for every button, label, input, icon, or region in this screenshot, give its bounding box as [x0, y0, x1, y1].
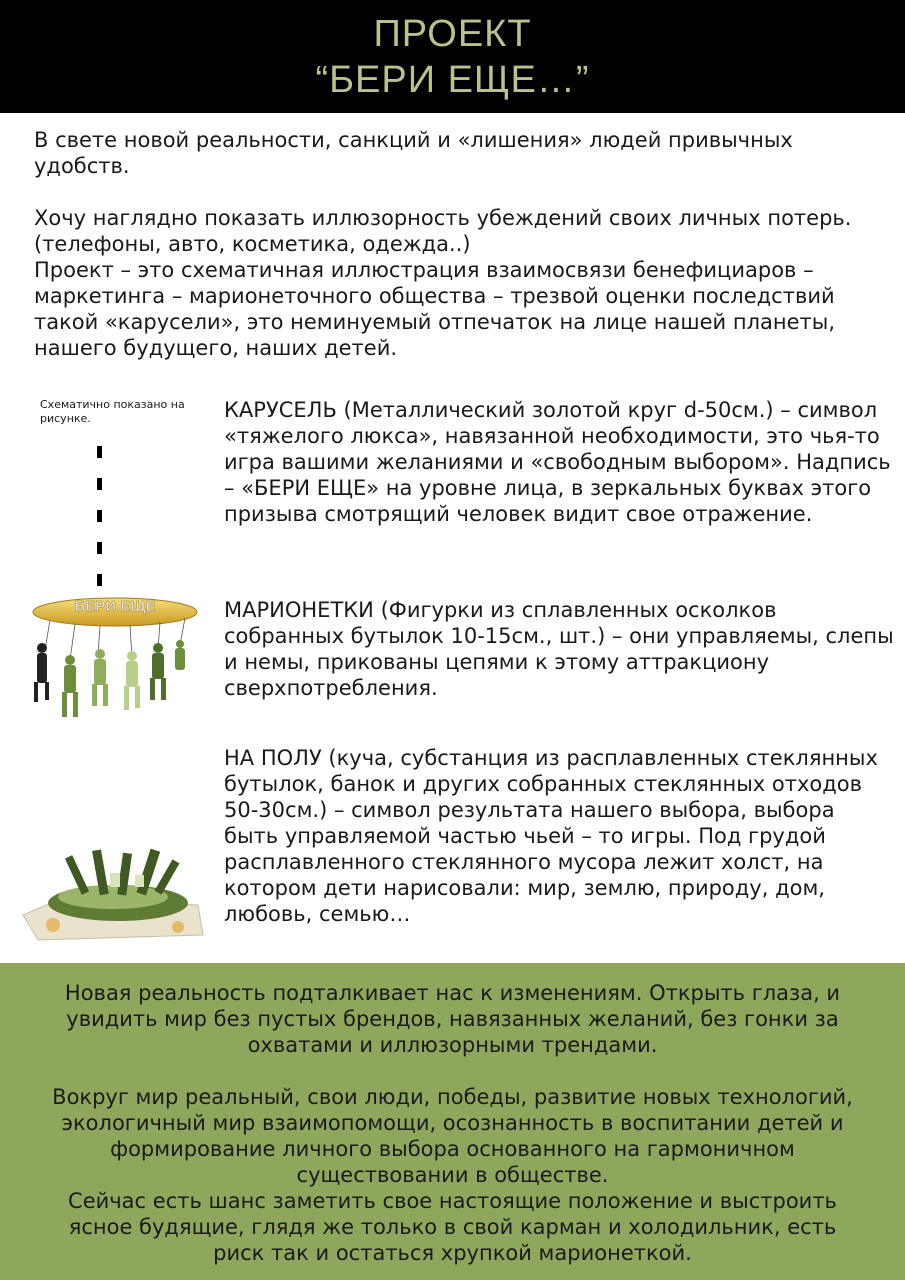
- section-marionettes: МАРИОНЕТКИ (Фигурки из сплавленных осколков собранных бутылок 10-15см., шт.) – они управляемы, слепы и немы, прикованы цепями к этому аттракциону сверхпотребления.: [224, 598, 894, 700]
- intro-paragraph-3: Проект – это схематичная иллюстрация взаимосвязи бенефициаров – маркетинга – марионеточного общества – трезвой оценки последствий такой «карусели», это неминуемый отпечаток на лице нашей планеты, нашего будущего, наших детей.: [34, 258, 835, 360]
- intro-paragraph-1: В свете новой реальности, санкций и «лишения» людей привычных удобств.: [34, 128, 793, 178]
- hanging-line-dash: [97, 510, 102, 522]
- hanging-line-dash: [97, 574, 102, 586]
- hanging-line-dash: [97, 446, 102, 458]
- conclusion-panel: [0, 963, 905, 1280]
- glass-pile-illustration: [18, 845, 208, 945]
- title-banner: [0, 0, 905, 113]
- hanging-line-dash: [97, 478, 102, 490]
- conclusion-paragraph-2: Вокруг мир реальный, свои люди, победы, развитие новых технологий, экологичный мир взаимопомощи, осознанность в воспитании детей и формирование личного выбора основанного на гармоничном существовании в обществе.: [52, 1085, 853, 1187]
- illustration-caption: Схематично показано на рисунке.: [40, 398, 185, 425]
- intro-text: [34, 127, 894, 361]
- title-line-1: ПРОЕКТ: [373, 12, 532, 55]
- intro-paragraph-2: Хочу наглядно показать иллюзорность убеждений своих личных потерь. (телефоны, авто, косметика, одежда..): [34, 206, 852, 256]
- section-carousel: КАРУСЕЛЬ (Металлический золотой круг d-50см.) – символ «тяжелого люкса», навязанной необходимости, это чья-то игра вашими желаниями и «свободным выбором». Надпись – «БЕРИ ЕЩЕ» на уровне лица, в зеркальных буквах этого призыва смотрящий человек видит свое отражение.: [224, 398, 891, 526]
- carousel-label: БЕРИ ЕЩЕ: [74, 598, 156, 615]
- hanging-line-dash: [97, 542, 102, 554]
- conclusion-paragraph-1: Новая реальность подталкивает нас к изменениям. Открыть глаза, и увидить мир без пустых брендов, навязанных желаний, без гонки за охватами и иллюзорными трендами.: [64, 981, 841, 1057]
- conclusion-paragraph-3: Сейчас есть шанс заметить свое настоящие положение и выстроить ясное будящие, глядя же только в свой карман и холодильник, есть риск так и остаться хрупкой марионеткой.: [68, 1189, 837, 1265]
- section-floor: НА ПОЛУ (куча, субстанция из расплавленных стеклянных бутылок, банок и других собранных стеклянных отходов 50-30см.) – символ результата нашего выбора, выбора быть управляемой частью чьей – то игры. Под грудой расплавленного стеклянного мусора лежит холст, на котором дети нарисовали: мир, землю, природу, дом, любовь, семью…: [224, 746, 878, 926]
- carousel-marionettes-illustration: [20, 590, 205, 725]
- title-line-2: “БЕРИ ЕЩЕ…”: [315, 58, 590, 101]
